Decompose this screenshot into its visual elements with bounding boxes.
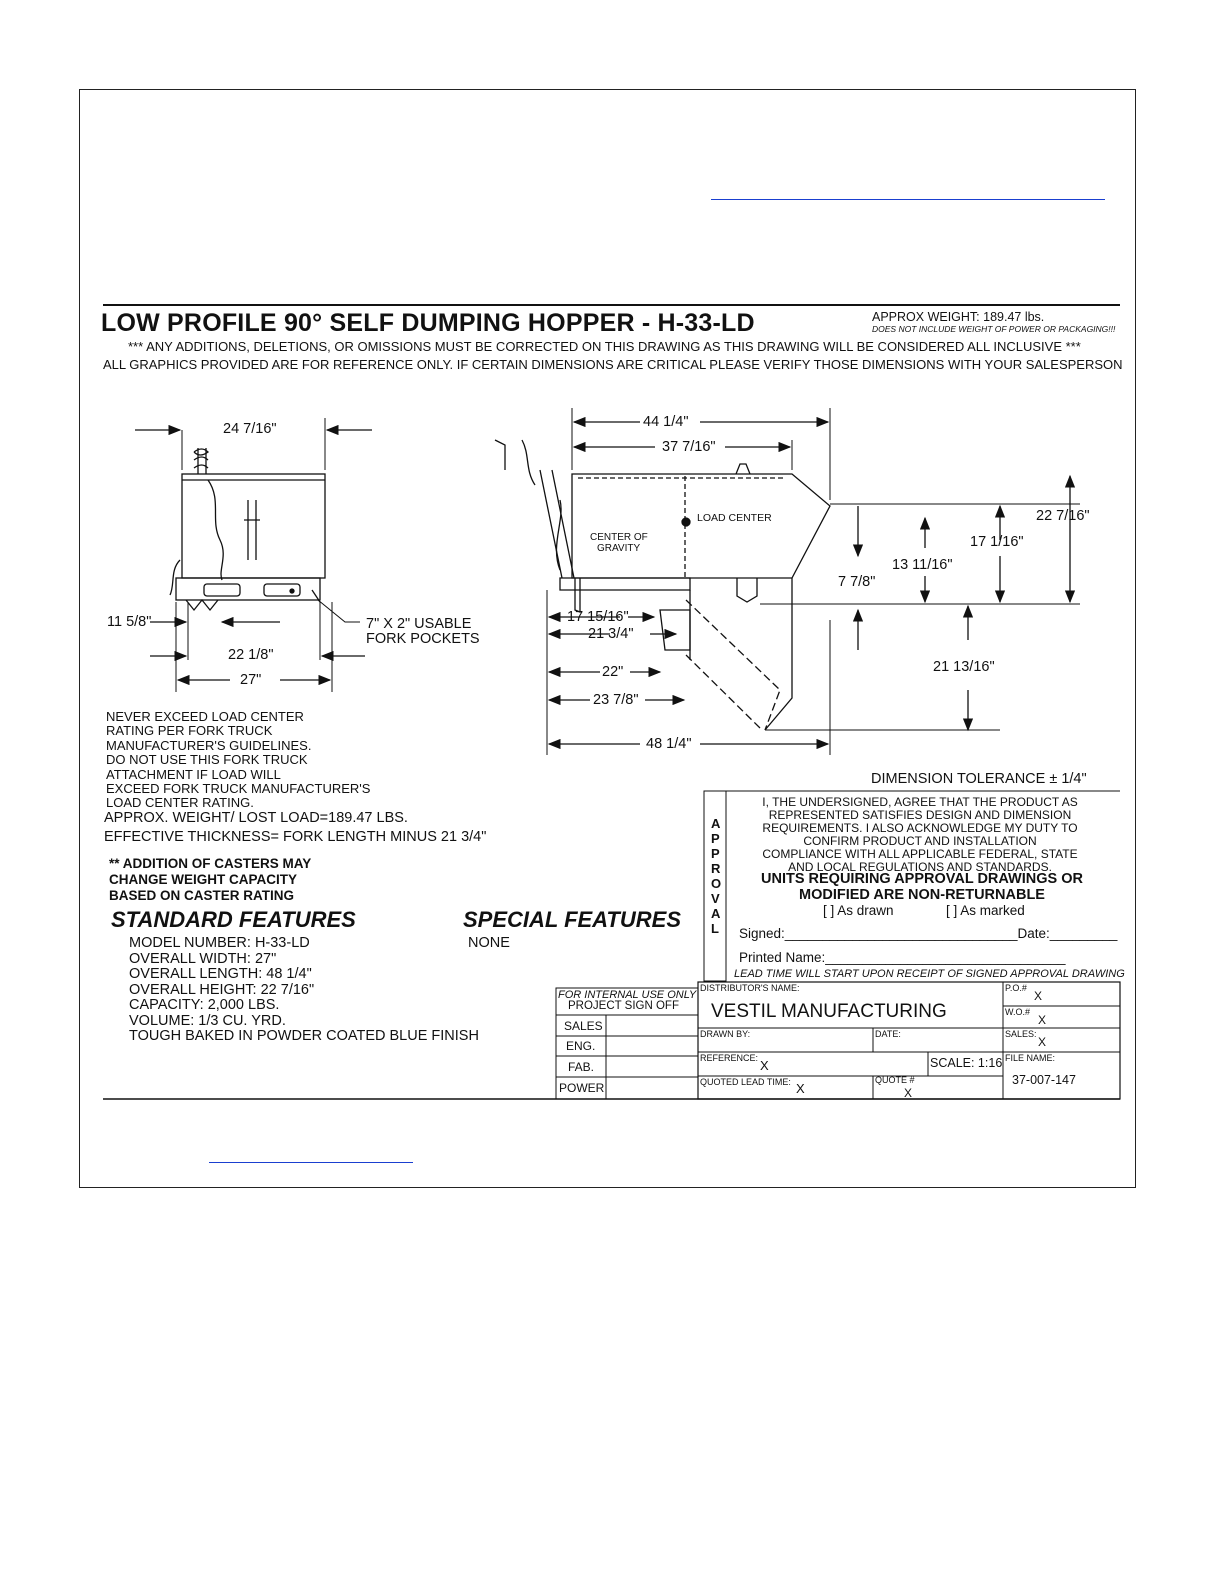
file-name-value: 37-007-147 bbox=[1012, 1073, 1076, 1087]
as-drawn-checkbox[interactable]: [ ] As drawn bbox=[823, 903, 894, 918]
side-dim-22: 22" bbox=[602, 664, 624, 680]
side-view-drawing bbox=[495, 440, 830, 730]
safety-note-line: EXCEED FORK TRUCK MANUFACTURER'S bbox=[106, 781, 371, 797]
side-dim-17-15-16: 17 15/16" bbox=[567, 609, 629, 625]
special-features-heading: SPECIAL FEATURES bbox=[463, 907, 681, 932]
side-dim-21-3-4: 21 3/4" bbox=[588, 626, 634, 642]
side-dim-44: 44 1/4" bbox=[643, 414, 689, 430]
drawing-title: LOW PROFILE 90° SELF DUMPING HOPPER - H-33-LD bbox=[101, 309, 755, 337]
non-returnable-line: UNITS REQUIRING APPROVAL DRAWINGS OR bbox=[761, 871, 1083, 887]
casters-note-line: BASED ON CASTER RATING bbox=[109, 888, 295, 903]
standard-feature-item: OVERALL LENGTH: 48 1/4" bbox=[129, 966, 312, 982]
approval-statement-line: COMPLIANCE WITH ALL APPLICABLE FEDERAL, STATE bbox=[762, 847, 1078, 861]
safety-note-line: MANUFACTURER'S GUIDELINES. bbox=[106, 737, 312, 753]
printed-name-line[interactable]: Printed Name:________________________________ bbox=[739, 950, 1066, 965]
quoted-lead-value: X bbox=[796, 1081, 805, 1096]
load-center-label: LOAD CENTER bbox=[697, 512, 772, 524]
approx-weight: APPROX WEIGHT: 189.47 lbs. bbox=[872, 310, 1045, 324]
safety-note-line: LOAD CENTER RATING. bbox=[106, 795, 254, 811]
center-of-gravity-1: CENTER OF bbox=[590, 532, 648, 543]
casters-note-line: ** ADDITION OF CASTERS MAY bbox=[109, 856, 312, 871]
po-label: P.O.# bbox=[1005, 983, 1027, 993]
warning-line-2: ALL GRAPHICS PROVIDED ARE FOR REFERENCE ONLY. IF CERTAIN DIMENSIONS ARE CRITICAL PLEASE VERIFY THOSE DIMENSIONS WITH YOUR SALESPERSON bbox=[103, 357, 1123, 372]
non-returnable-notice bbox=[740, 872, 1104, 903]
approval-statement bbox=[740, 796, 1100, 874]
front-dim-width: 27" bbox=[240, 672, 262, 688]
po-value: X bbox=[1034, 989, 1043, 1003]
drawn-by-label: DRAWN BY: bbox=[700, 1029, 751, 1039]
standard-feature-item: TOUGH BAKED IN POWDER COATED BLUE FINISH bbox=[129, 1028, 479, 1044]
sales-label: SALES: bbox=[1005, 1029, 1037, 1039]
approval-statement-line: REPRESENTED SATISFIES DESIGN AND DIMENSION bbox=[768, 808, 1072, 822]
side-dim-17-1-16: 17 1/16" bbox=[970, 534, 1024, 550]
approval-letter: P bbox=[711, 846, 720, 861]
approx-lost-load: APPROX. WEIGHT/ LOST LOAD=189.47 LBS. bbox=[104, 810, 408, 826]
wo-value: X bbox=[1038, 1013, 1047, 1027]
distributor-name: VESTIL MANUFACTURING bbox=[711, 1001, 947, 1022]
front-view-drawing bbox=[170, 448, 325, 610]
standard-features-heading: STANDARD FEATURES bbox=[111, 907, 356, 932]
standard-features-list bbox=[129, 936, 479, 1045]
quote-value: X bbox=[904, 1086, 913, 1100]
approval-statement-line: CONFIRM PRODUCT AND INSTALLATION bbox=[803, 834, 1037, 848]
file-name-label: FILE NAME: bbox=[1005, 1053, 1056, 1063]
approval-letter: A bbox=[711, 906, 721, 921]
wo-label: W.O.# bbox=[1005, 1007, 1031, 1017]
fork-pockets-line-2: FORK POCKETS bbox=[366, 631, 480, 647]
approval-vertical-label bbox=[711, 816, 721, 936]
center-of-gravity-2: GRAVITY bbox=[597, 543, 641, 554]
special-feature-item: NONE bbox=[468, 935, 510, 951]
standard-feature-item: CAPACITY: 2,000 LBS. bbox=[129, 997, 280, 1013]
safety-note-line: DO NOT USE THIS FORK TRUCK bbox=[106, 752, 308, 768]
project-sign-off-header: PROJECT SIGN OFF bbox=[568, 1000, 679, 1012]
front-dim-left: 11 5/8" bbox=[107, 614, 152, 630]
reference-label: REFERENCE: bbox=[700, 1053, 759, 1063]
lead-time-note: LEAD TIME WILL START UPON RECEIPT OF SIGNED APPROVAL DRAWING bbox=[734, 968, 1125, 980]
approval-statement-line: AND LOCAL REGULATIONS AND STANDARDS. bbox=[788, 860, 1052, 874]
scale-value: SCALE: 1:16 bbox=[930, 1056, 1003, 1070]
approval-letter: V bbox=[711, 891, 720, 906]
distributor-label: DISTRIBUTOR'S NAME: bbox=[700, 983, 800, 993]
casters-note bbox=[109, 856, 311, 904]
approval-letter: R bbox=[711, 861, 721, 876]
approval-letter: A bbox=[711, 816, 721, 831]
safety-note-line: RATING PER FORK TRUCK bbox=[106, 723, 273, 739]
casters-note-line: CHANGE WEIGHT CAPACITY bbox=[109, 872, 297, 887]
side-dim-13-11-16: 13 11/16" bbox=[892, 557, 953, 573]
front-dim-fork: 22 1/8" bbox=[228, 647, 274, 663]
as-marked-checkbox[interactable]: [ ] As marked bbox=[946, 903, 1025, 918]
safety-note-line: ATTACHMENT IF LOAD WILL bbox=[106, 766, 281, 782]
standard-feature-item: OVERALL WIDTH: 27" bbox=[129, 950, 277, 967]
reference-value: X bbox=[760, 1058, 769, 1073]
fork-pockets-line-1: 7" X 2" USABLE bbox=[366, 616, 472, 632]
side-dim-48: 48 1/4" bbox=[646, 736, 692, 752]
front-dim-top: 24 7/16" bbox=[223, 421, 277, 437]
standard-feature-item: VOLUME: 1/3 CU. YRD. bbox=[129, 1012, 286, 1029]
quoted-lead-label: QUOTED LEAD TIME: bbox=[700, 1077, 791, 1087]
warning-line-1: *** ANY ADDITIONS, DELETIONS, OR OMISSIONS MUST BE CORRECTED ON THIS DRAWING AS THIS DRAWING WILL BE CONSIDERED ALL INCLUSIVE *** bbox=[128, 339, 1081, 354]
internal-row-sales: SALES bbox=[564, 1019, 603, 1033]
non-returnable-line: MODIFIED ARE NON-RETURNABLE bbox=[799, 886, 1045, 903]
side-dim-21-13-16: 21 13/16" bbox=[933, 659, 995, 675]
signature-line[interactable]: Signed:_______________________________Date:_________ bbox=[739, 926, 1118, 941]
standard-feature-item: MODEL NUMBER: H-33-LD bbox=[129, 935, 310, 951]
approval-statement-line: REQUIREMENTS. I ALSO ACKNOWLEDGE MY DUTY TO bbox=[762, 821, 1078, 835]
internal-row-power: POWER bbox=[559, 1081, 605, 1095]
side-dim-22-7-16: 22 7/16" bbox=[1036, 508, 1090, 524]
approval-letter: L bbox=[711, 921, 719, 936]
quote-label: QUOTE # bbox=[875, 1075, 915, 1085]
internal-row-fab: FAB. bbox=[568, 1060, 595, 1074]
internal-row-eng: ENG. bbox=[566, 1039, 596, 1053]
safety-note bbox=[106, 710, 370, 811]
effective-thickness: EFFECTIVE THICKNESS= FORK LENGTH MINUS 21 3/4" bbox=[104, 829, 487, 845]
side-dim-37: 37 7/16" bbox=[662, 439, 716, 455]
safety-note-line: NEVER EXCEED LOAD CENTER bbox=[106, 709, 304, 724]
approval-letter: O bbox=[711, 876, 722, 891]
side-dim-23-7-8: 23 7/8" bbox=[593, 692, 639, 708]
sales-value: X bbox=[1038, 1035, 1047, 1049]
side-dim-7-7-8: 7 7/8" bbox=[838, 574, 876, 590]
standard-feature-item: OVERALL HEIGHT: 22 7/16" bbox=[129, 981, 315, 998]
date-label: DATE: bbox=[875, 1029, 901, 1039]
approval-letter: P bbox=[711, 831, 720, 846]
approval-statement-line: I, THE UNDERSIGNED, AGREE THAT THE PRODUCT AS bbox=[762, 795, 1078, 809]
dimension-tolerance: DIMENSION TOLERANCE ± 1/4" bbox=[871, 771, 1087, 787]
internal-use-header: FOR INTERNAL USE ONLY bbox=[558, 989, 697, 1001]
weight-note: DOES NOT INCLUDE WEIGHT OF POWER OR PACKAGING!!! bbox=[872, 324, 1116, 334]
